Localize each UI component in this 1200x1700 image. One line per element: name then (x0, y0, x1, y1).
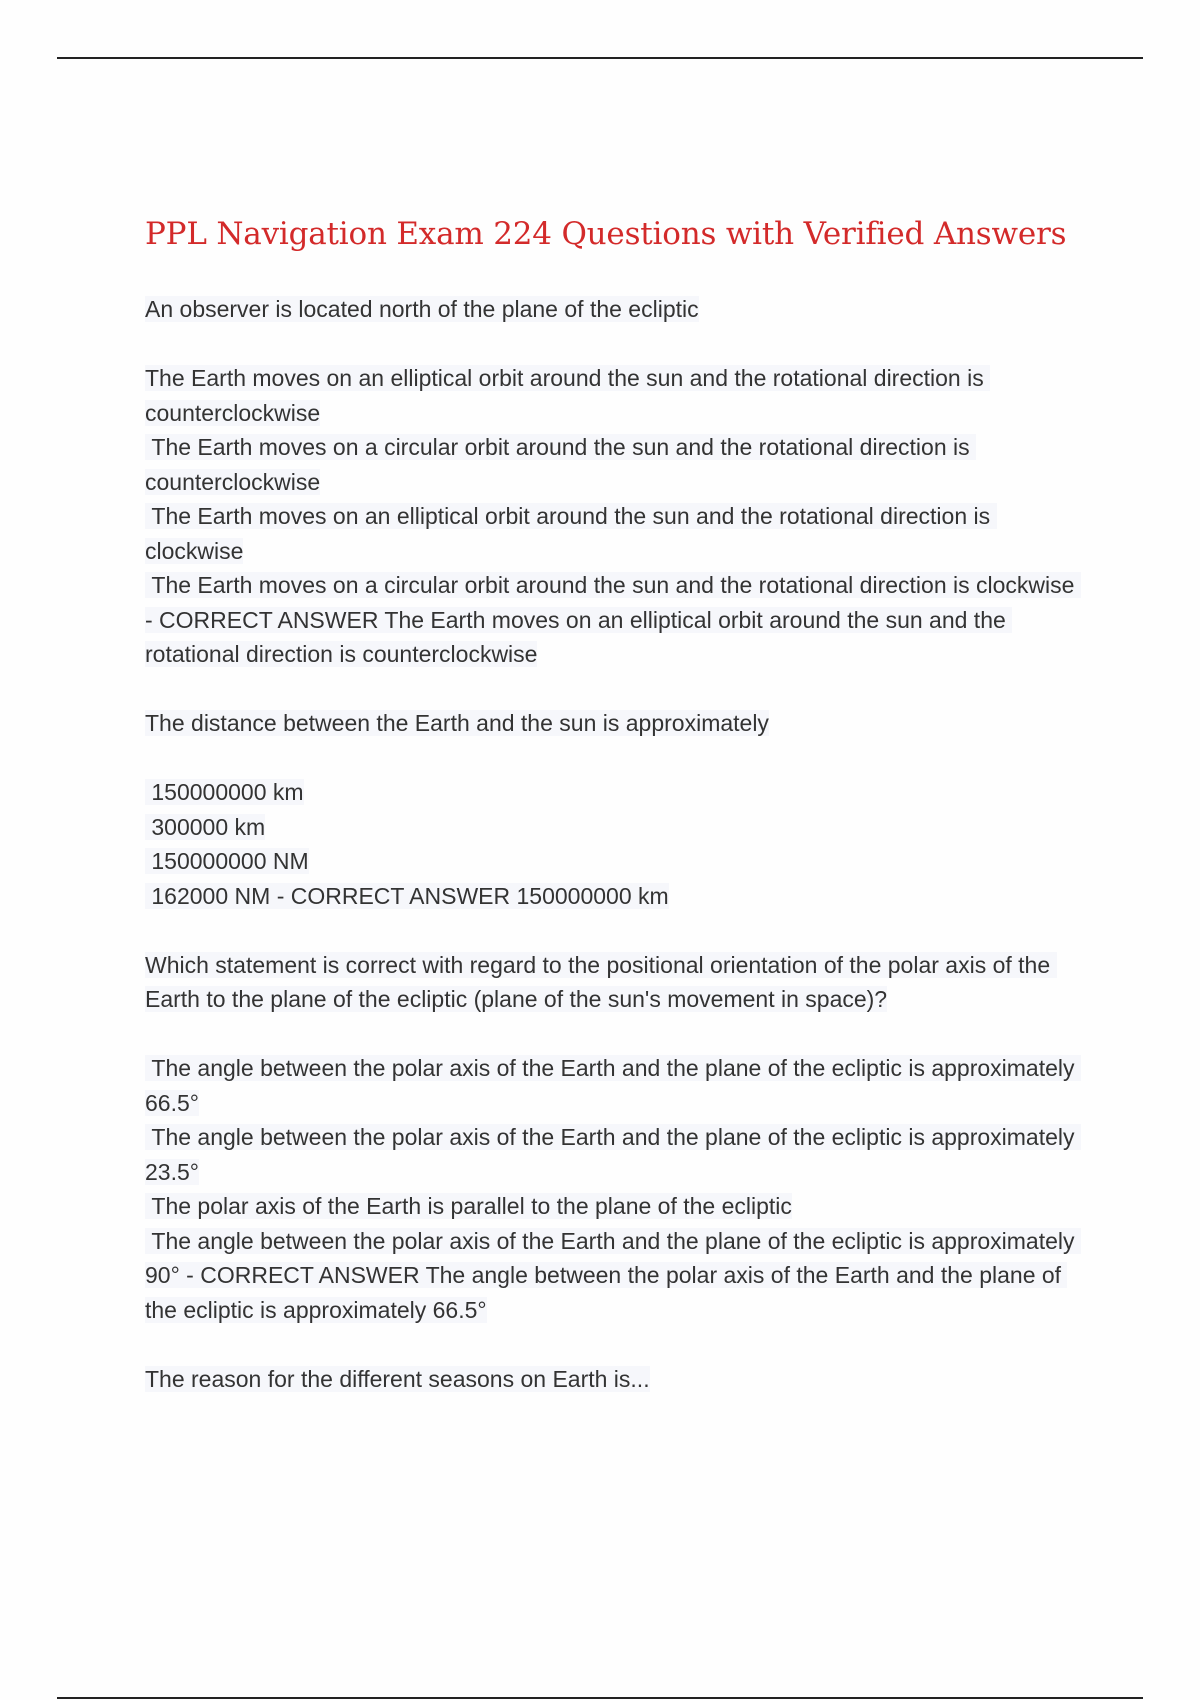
question-4-text: The reason for the different seasons on Earth is... (145, 1365, 650, 1392)
question-1-text: An observer is located north of the plane of the ecliptic (145, 296, 699, 322)
bottom-rule (57, 1697, 1143, 1699)
question-3 (145, 948, 1085, 1017)
options-1-text: The Earth moves on an elliptical orbit around the sun and the rotational direction is counterclockwise The Earth moves on a circular orbit around the sun and the rotational direction is counterclockwise The Earth moves on an elliptical orbit around the sun and the rotational direction is clockwise The Earth moves on a circular orbit around the sun and the rotational direction is clockwise - CORRECT ANSWER The Earth moves on an elliptical orbit around the sun and the rotational direction is counterclockwise (145, 365, 1081, 667)
options-2 (145, 775, 1085, 913)
options-2-text: 150000000 km 300000 km 150000000 NM 162000 NM - CORRECT ANSWER 150000000 km (145, 779, 669, 909)
question-2 (145, 706, 1085, 741)
options-3 (145, 1051, 1085, 1327)
question-4 (145, 1362, 1085, 1397)
question-1 (145, 292, 1085, 327)
options-3-text: The angle between the polar axis of the Earth and the plane of the ecliptic is approximately 66.5° The angle between the polar axis of the Earth and the plane of the ecliptic is approximately 23.5° The polar axis of the Earth is parallel to the plane of the ecliptic The angle between the polar axis of the Earth and the plane of the ecliptic is approximately 90° - CORRECT ANSWER The angle between the polar axis of the Earth and the plane of the ecliptic is approximately 66.5° (145, 1055, 1081, 1323)
document-body (145, 212, 1085, 1431)
top-rule (57, 57, 1143, 59)
options-1 (145, 361, 1085, 672)
question-2-text: The distance between the Earth and the sun is approximately (145, 710, 769, 736)
document-title: PPL Navigation Exam 224 Questions with Verified Answers (145, 216, 1067, 252)
question-3-text: Which statement is correct with regard to the positional orientation of the polar axis of the Earth to the plane of the ecliptic (plane of the sun's movement in space)? (145, 951, 1057, 1012)
